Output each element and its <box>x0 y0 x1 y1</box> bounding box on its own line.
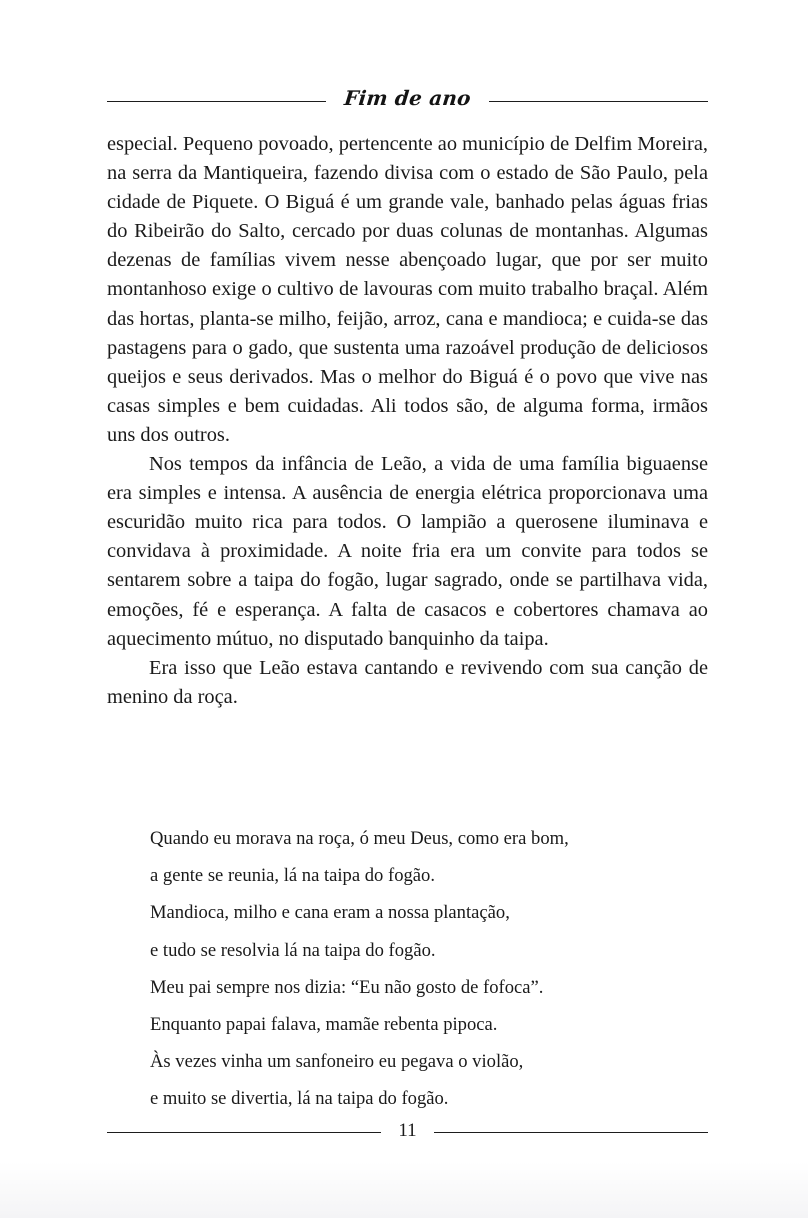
running-head-title: Fim de ano <box>343 86 473 110</box>
book-page <box>107 0 708 1218</box>
running-head-rule-left <box>107 101 326 102</box>
paragraph: Nos tempos da infância de Leão, a vida de uma família biguaense era simples e intensa. A ausência de energia elétrica proporcionava uma escuridão muito rica para todos. O lampião a querosene iluminava e convidava à proximidade. A noite fria era um convite para todos se sentarem sobre a taipa do fogão, lugar sagrado, onde se partilhava vida, emoções, fé e esperança. A falta de casacos e cobertores chamava ao aquecimento mútuo, no disputado banquinho da taipa. <box>107 453 708 650</box>
verse-line: e tudo se resolvia lá na taipa do fogão. <box>150 939 436 961</box>
running-head-rule-right <box>489 101 708 102</box>
body-text <box>107 130 708 712</box>
paragraph: Era isso que Leão estava cantando e revivendo com sua canção de menino da roça. <box>107 656 708 708</box>
folio-rule-right <box>434 1132 708 1133</box>
verse-line: Quando eu morava na roça, ó meu Deus, como era bom, <box>150 828 569 849</box>
verse-line: Meu pai sempre nos dizia: “Eu não gosto de fofoca”. <box>150 976 544 998</box>
song-verse-block <box>150 820 708 1118</box>
verse-line: Às vezes vinha um sanfoneiro eu pegava o violão, <box>150 1051 524 1073</box>
verse-line: a gente se reunia, lá na taipa do fogão. <box>150 865 435 887</box>
running-head <box>107 84 708 118</box>
paragraph: especial. Pequeno povoado, pertencente ao município de Delfim Moreira, na serra da Mantiqueira, fazendo divisa com o estado de São Paulo, pela cidade de Piquete. O Biguá é um grande vale, banhado pelas águas frias do Ribeirão do Salto, cercado por duas colunas de montanhas. Algumas dezenas de famílias vivem nesse abençoado lugar, que por ser muito montanhoso exige o cultivo de lavouras com muito trabalho braçal. Além das hortas, planta-se milho, feijão, arroz, cana e mandioca; e cuida-se das pastagens para o gado, que sustenta uma razoável produção de deliciosos queijos e seus derivados. Mas o melhor do Biguá é o povo que vive nas casas simples e bem cuidadas. Ali todos são, de alguma forma, irmãos uns dos outros. <box>107 133 708 446</box>
verse-line: Mandioca, milho e cana eram a nossa plantação, <box>150 902 510 924</box>
folio-rule-left <box>107 1132 381 1133</box>
verse-line: e muito se divertia, lá na taipa do fogão. <box>150 1088 449 1110</box>
page-footer <box>107 1117 708 1147</box>
verse-line: Enquanto papai falava, mamãe rebenta pipoca. <box>150 1014 498 1036</box>
page-number: 11 <box>398 1119 417 1141</box>
